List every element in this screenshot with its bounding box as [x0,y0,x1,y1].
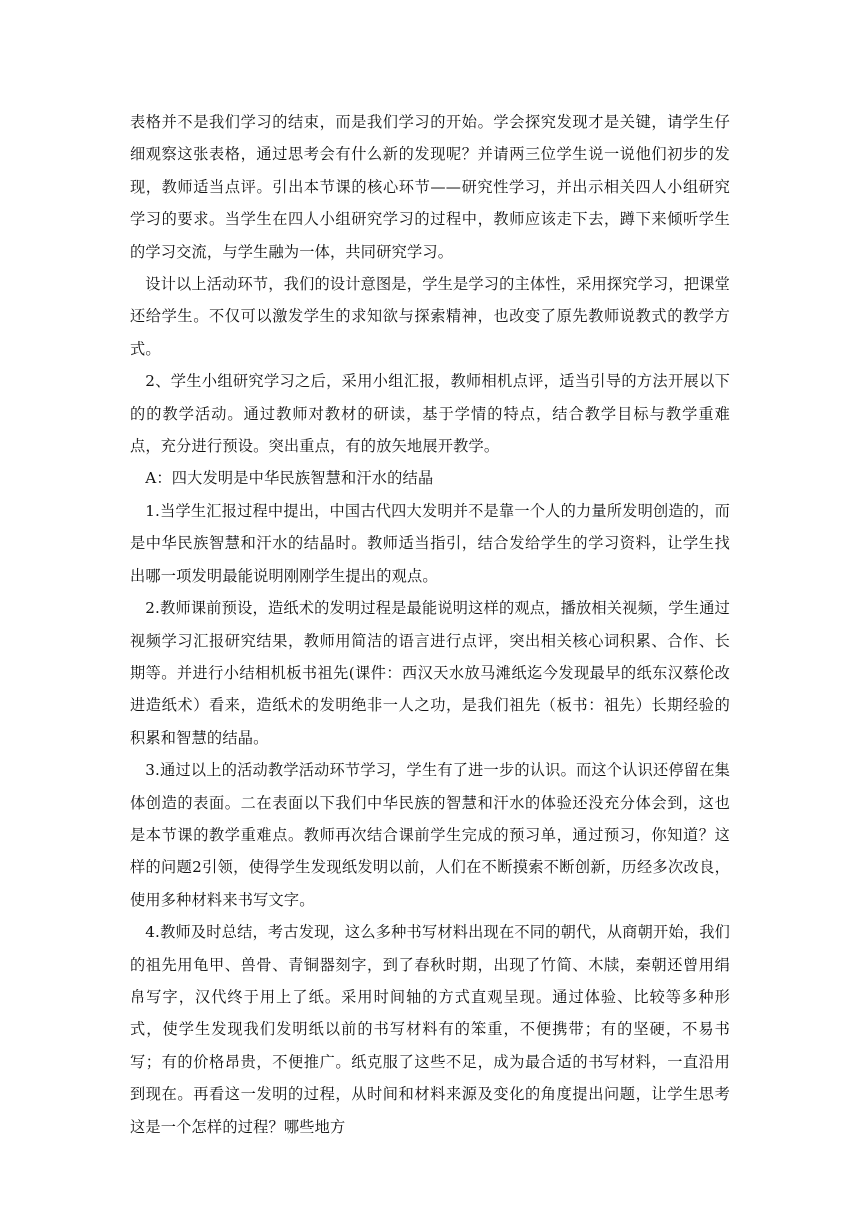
paragraph-item-1: 1.当学生汇报过程中提出，中国古代四大发明并不是靠一个人的力量所发明创造的，而是中华民族智慧和汗水的结晶时。教师适当指引，结合发给学生的学习资料，让学生找出哪一项发明最能说明刚刚学生提出的观点。 [130,501,730,585]
paragraph-item-4: 4.教师及时总结，考古发现，这么多种书写材料出现在不同的朝代，从商朝开始，我们的祖先用龟甲、兽骨、青铜器刻字，到了春秋时期，出现了竹简、木牍，秦朝还曾用绢帛写字，汉代终于用上了纸。采用时间轴的方式直观呈现。通过体验、比较等多种形式，使学生发现我们发明纸以前的书写材料有的笨重，不便携带；有的坚硬，不易书写；有的价格昂贵，不便推广。纸克服了这些不足，成为最合适的书写材料，一直沿用到现在。再看这一发明的过程，从时间和材料来源及变化的角度提出问题，让学生思考这是一个怎样的过程？哪些地方 [130,923,730,1136]
paragraph-item-3: 3.通过以上的活动教学活动环节学习，学生有了进一步的认识。而这个认识还停留在集体创造的表面。二在表面以下我们中华民族的智慧和汗水的体验还没充分体会到，这也是本节课的教学重难点。教师再次结合课前学生完成的预习单，通过预习，你知道？这样的问题2引领，使得学生发现纸发明以前，人们在不断摸索不断创新，历经多次改良，使用多种材料来书写文字。 [130,761,730,909]
paragraph-design-intent: 设计以上活动环节，我们的设计意图是，学生是学习的主体性，采用探究学习，把课堂还给学生。不仅可以激发学生的求知欲与探索精神，也改变了原先教师说教式的教学方式。 [130,275,730,358]
section-heading-a: A：四大发明是中华民族智慧和汗水的结晶 [145,469,434,488]
paragraph-table-discovery: 表格并不是我们学习的结束，而是我们学习的开始。学会探究发现才是关键，请学生仔细观察这张表格，通过思考会有什么新的发现呢？并请两三位学生说一说他们初步的发现，教师适当点评。引出本节课的核心环节——研究性学习，并出示相关四人小组研究学习的要求。当学生在四人小组研究学习的过程中，教师应该走下去，蹲下来倾听学生的学习交流，与学生融为一体，共同研究学习。 [130,113,730,261]
paragraph-group-report: 2、学生小组研究学习之后，采用小组汇报，教师相机点评，适当引导的方法开展以下的的教学活动。通过教师对教材的研读，基于学情的特点，结合教学目标与教学重难点，充分进行预设。突出重点，有的放矢地展开教学。 [130,372,730,456]
paragraph-item-2: 2.教师课前预设，造纸术的发明过程是最能说明这样的观点，播放相关视频，学生通过视频学习汇报研究结果，教师用简洁的语言进行点评，突出相关核心词积累、合作、长期等。并进行小结相机板书祖先(课件：西汉天水放马滩纸迄今发现最早的纸东汉蔡伦改进造纸术）看来，造纸术的发明绝非一人之功，是我们祖先（板书：祖先）长期经验的积累和智慧的结晶。 [130,599,730,747]
